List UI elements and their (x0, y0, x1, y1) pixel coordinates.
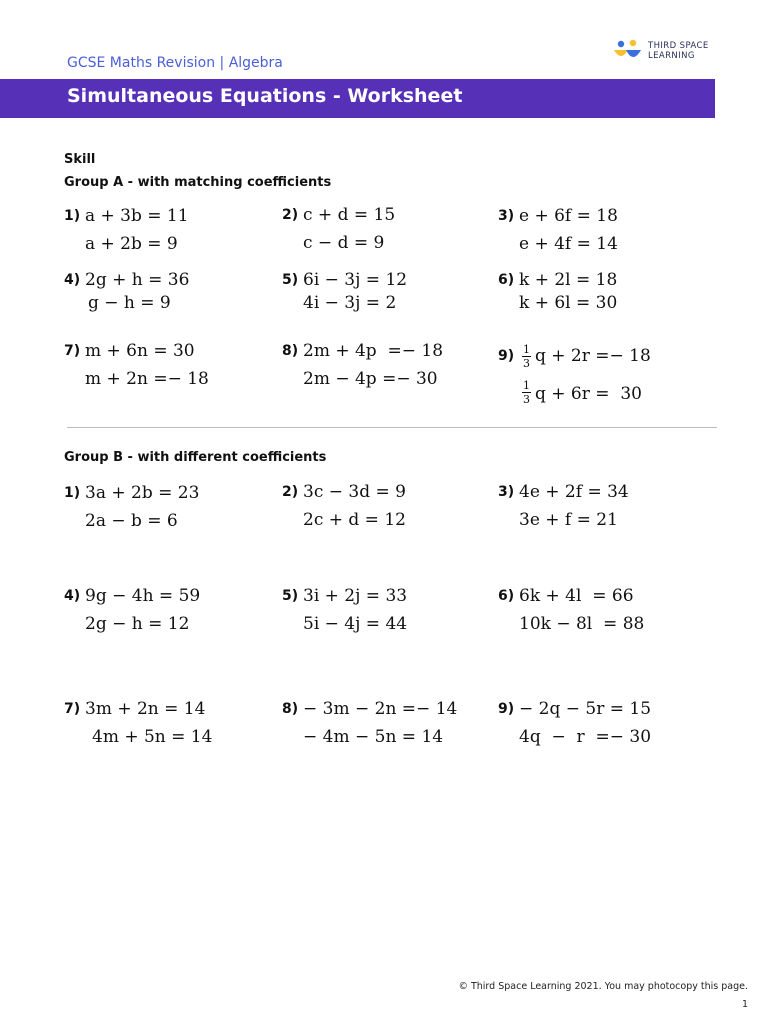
equation-line-1: 2m + 4p =− 18 (303, 341, 444, 361)
equation-line-1: 3c − 3d = 9 (303, 482, 406, 502)
fraction-numerator: 1 (523, 379, 530, 392)
equation-line-2: e + 4f = 14 (519, 234, 618, 254)
question-number: 9) (498, 701, 515, 717)
fraction-one-third (522, 344, 531, 369)
equation-line-1: 3a + 2b = 23 (85, 483, 200, 503)
question-number: 7) (64, 343, 81, 359)
group-b-heading: Group B - with different coefficients (64, 450, 327, 465)
logo (612, 38, 727, 64)
equation-line-2: m + 2n =− 18 (85, 369, 209, 389)
question-number: 2) (282, 207, 299, 223)
question-number: 2) (282, 484, 299, 500)
equation-line-1: 9g − 4h = 59 (85, 586, 201, 606)
equation-line-1: 6i − 3j = 12 (303, 270, 408, 290)
equation-line-1: q + 2r =− 18 (535, 346, 651, 366)
fraction-numerator: 1 (523, 343, 530, 356)
equation-line-2: 5i − 4j = 44 (303, 614, 408, 634)
equation-line-1: a + 3b = 11 (85, 206, 189, 226)
question-number: 1) (64, 485, 81, 501)
equation-line-1: 3m + 2n = 14 (85, 699, 206, 719)
equation-line-2: c − d = 9 (303, 233, 385, 253)
title-banner (0, 79, 715, 118)
equation-line-1: 3i + 2j = 33 (303, 586, 408, 606)
equation-line-2: k + 6l = 30 (519, 293, 618, 313)
question-number: 3) (498, 484, 515, 500)
equation-line-1: m + 6n = 30 (85, 341, 195, 361)
fraction-denominator: 3 (523, 357, 530, 370)
group-a-heading: Group A - with matching coefficients (64, 175, 332, 190)
equation-line-2: 2c + d = 12 (303, 510, 406, 530)
question-number: 5) (282, 272, 299, 288)
copyright-footer: © Third Space Learning 2021. You may photocopy this page. (458, 981, 748, 992)
equation-line-1: 2g + h = 36 (85, 270, 190, 290)
equation-line-1: 6k + 4l = 66 (519, 586, 634, 606)
equation-line-2: 10k − 8l = 88 (519, 614, 645, 634)
page-number: 1 (741, 999, 748, 1010)
equation-line-2: 4q − r =− 30 (519, 727, 652, 747)
equation-line-2: 4m + 5n = 14 (92, 727, 213, 747)
section-divider (67, 427, 717, 428)
equation-line-2: 2g − h = 12 (85, 614, 190, 634)
equation-line-2: 3e + f = 21 (519, 510, 618, 530)
question-number: 9) (498, 348, 515, 364)
question-number: 3) (498, 208, 515, 224)
equation-line-2: − 4m − 5n = 14 (303, 727, 444, 747)
equation-line-2: g − h = 9 (88, 293, 171, 313)
question-number: 7) (64, 701, 81, 717)
equation-line-2: 4i − 3j = 2 (303, 293, 397, 313)
question-number: 1) (64, 208, 81, 224)
page-title: Simultaneous Equations - Worksheet (67, 85, 463, 107)
question-number: 5) (282, 588, 299, 604)
logo-text: THIRD SPACE LEARNING (648, 41, 709, 61)
equation-line-1: k + 2l = 18 (519, 270, 618, 290)
equation-line-1: − 3m − 2n =− 14 (303, 699, 458, 719)
skill-label: Skill (64, 152, 96, 167)
equation-line-2: a + 2b = 9 (85, 234, 178, 254)
question-number: 4) (64, 588, 81, 604)
equation-line-1: − 2q − 5r = 15 (519, 699, 652, 719)
equation-line-2: 2m − 4p =− 30 (303, 369, 438, 389)
fraction-one-third (522, 380, 531, 405)
equation-line-2: q + 6r = 30 (535, 384, 642, 404)
logo-people-icon (612, 38, 644, 64)
question-number: 4) (64, 272, 81, 288)
equation-line-1: 4e + 2f = 34 (519, 482, 629, 502)
question-number: 6) (498, 272, 515, 288)
equation-line-1: c + d = 15 (303, 205, 396, 225)
subtitle: GCSE Maths Revision | Algebra (67, 55, 283, 71)
equation-line-1: e + 6f = 18 (519, 206, 618, 226)
question-number: 8) (282, 701, 299, 717)
question-number: 6) (498, 588, 515, 604)
equation-line-2: 2a − b = 6 (85, 511, 178, 531)
question-number: 8) (282, 343, 299, 359)
fraction-denominator: 3 (523, 393, 530, 406)
